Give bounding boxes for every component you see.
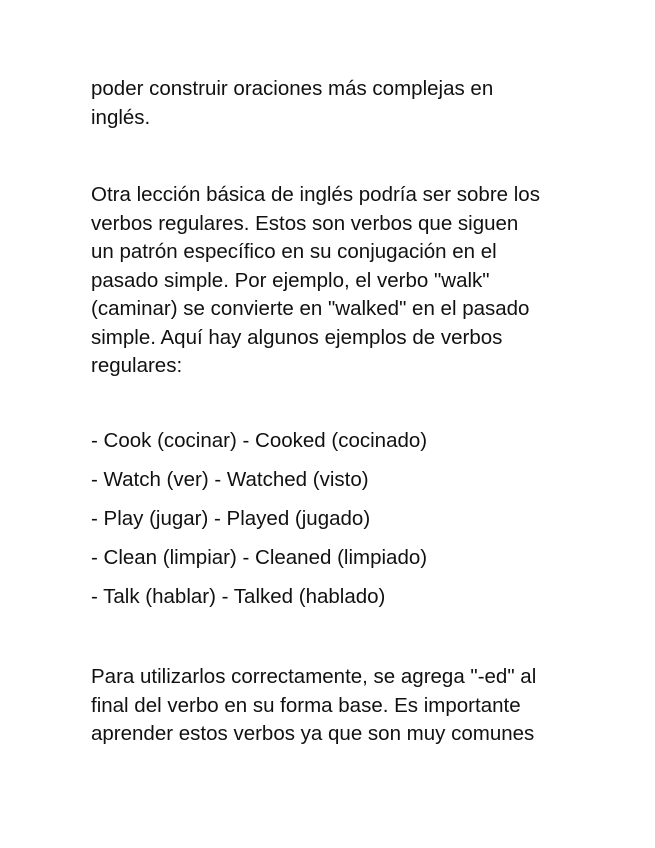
- paragraph-regular-verbs: [91, 181, 571, 381]
- text-line: aprender estos verbos ya que son muy comunes: [91, 722, 535, 745]
- text-line: un patrón específico en su conjugación en el: [91, 240, 497, 263]
- list-item: - Clean (limpiar) - Cleaned (limpiado): [91, 546, 428, 569]
- text-line: (caminar) se convierte en "walked" en el pasado: [91, 297, 530, 320]
- verb-examples-list: [91, 427, 571, 622]
- list-item: - Watch (ver) - Watched (visto): [91, 468, 369, 491]
- text-line: inglés.: [91, 105, 151, 129]
- paragraph-usage: [91, 663, 571, 749]
- text-line: poder construir oraciones más complejas en: [91, 77, 494, 100]
- text-line: verbos regulares. Estos son verbos que siguen: [91, 211, 519, 235]
- text-line: regulares:: [91, 354, 183, 377]
- text-line: pasado simple. Por ejemplo, el verbo "walk": [91, 268, 490, 292]
- list-item: - Cook (cocinar) - Cooked (cocinado): [91, 429, 428, 452]
- list-item: - Talk (hablar) - Talked (hablado): [91, 585, 386, 608]
- list-item: - Play (jugar) - Played (jugado): [91, 507, 371, 530]
- text-line: simple. Aquí hay algunos ejemplos de verbos: [91, 325, 503, 349]
- text-line: Para utilizarlos correctamente, se agrega "-ed" al: [91, 665, 537, 688]
- text-line: final del verbo en su forma base. Es importante: [91, 693, 521, 717]
- text-line: Otra lección básica de inglés podría ser sobre los: [91, 183, 540, 206]
- paragraph-intro: [91, 75, 571, 132]
